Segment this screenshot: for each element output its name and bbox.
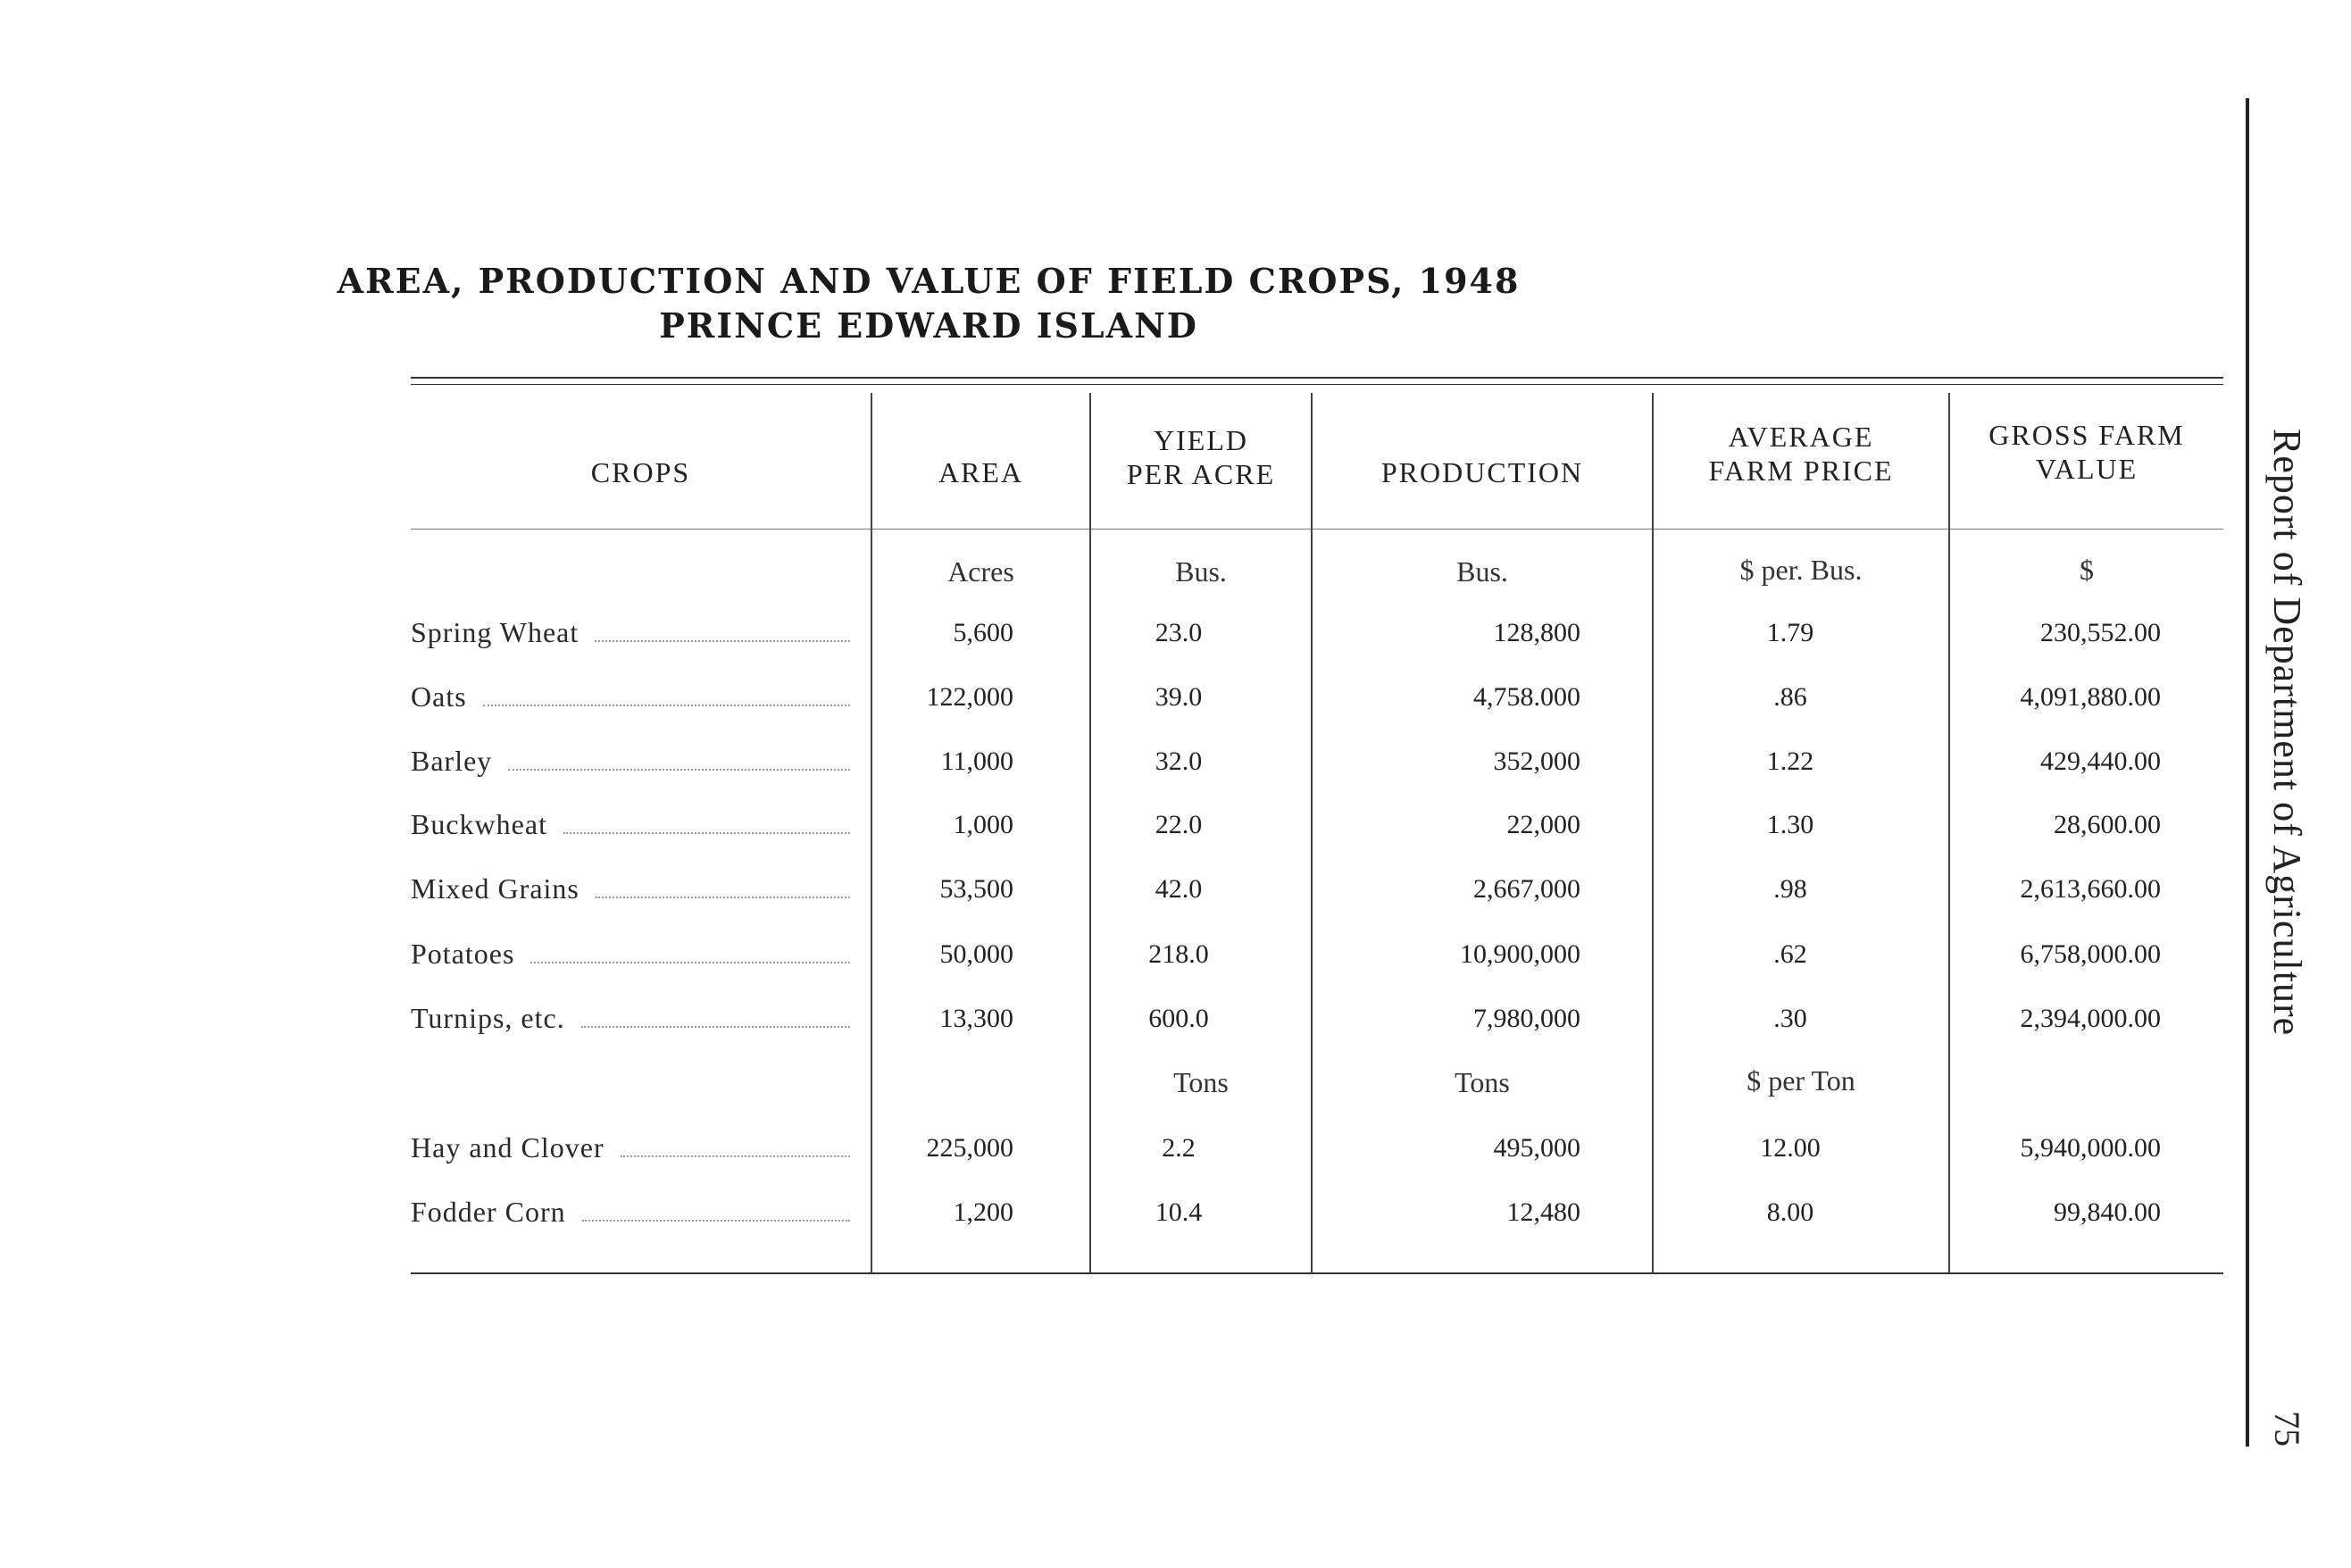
unit-production-tons: Tons: [1455, 1066, 1510, 1098]
cell-price: 1.22: [1766, 746, 1814, 776]
cell-yield: 39.0: [1155, 682, 1203, 712]
cell-value: 28,600.00: [2054, 810, 2161, 839]
header-price-line2: FARM PRICE: [1708, 455, 1894, 487]
table-bottom-rule: [411, 1272, 2223, 1274]
header-crops: CROPS: [590, 456, 691, 488]
cell-area: 1,000: [953, 810, 1013, 839]
cell-production: 7,980,000: [1473, 1004, 1580, 1033]
page-number-text: 75: [2267, 1411, 2307, 1447]
cell-yield: 218.0: [1148, 939, 1209, 969]
header-price-line1: AVERAGE: [1728, 421, 1874, 453]
cell-yield: 2.2: [1162, 1133, 1196, 1163]
cell-price: 8.00: [1766, 1197, 1814, 1227]
cell-area: 1,200: [953, 1197, 1013, 1227]
cell-value: 429,440.00: [2040, 746, 2161, 776]
cell-value: 6,758,000.00: [2020, 939, 2161, 969]
cell-price: .98: [1773, 874, 1807, 904]
leader-dots: [582, 1220, 850, 1222]
cell-area: 11,000: [940, 746, 1013, 776]
cell-yield: 600.0: [1148, 1004, 1209, 1033]
cell-yield: 10.4: [1155, 1197, 1203, 1227]
cell-price: .62: [1773, 939, 1807, 969]
header-value-line1: GROSS FARM: [1988, 419, 2185, 451]
cell-value: 4,091,880.00: [2020, 682, 2161, 712]
unit-yield: Bus.: [1175, 555, 1227, 588]
running-head: [2263, 429, 2317, 1143]
table-row: [411, 1002, 857, 1035]
header-yield: [1091, 423, 1311, 491]
cell-production: 352,000: [1493, 746, 1580, 776]
cell-value: 230,552.00: [2040, 618, 2161, 647]
crop-name: Spring Wheat: [411, 616, 579, 648]
cell-area: 225,000: [926, 1133, 1013, 1163]
cell-production: 10,900,000: [1460, 939, 1580, 969]
cell-price: 12.00: [1760, 1133, 1821, 1163]
leader-dots: [621, 1155, 850, 1157]
crop-name: Barley: [411, 745, 493, 777]
unit-production: Bus.: [1456, 555, 1508, 588]
table-row: [411, 872, 857, 905]
cell-production: 128,800: [1493, 618, 1580, 647]
crop-name: Mixed Grains: [411, 872, 579, 905]
table-top-rule: [411, 377, 2223, 379]
column-divider: [1089, 393, 1091, 1272]
cell-area: 13,300: [939, 1004, 1013, 1033]
cell-production: 22,000: [1506, 810, 1580, 839]
column-divider: [871, 393, 872, 1272]
leader-dots: [563, 832, 850, 834]
unit-price: $ per. Bus.: [1739, 554, 1863, 586]
running-head-text: Report of Department of Agriculture: [2265, 429, 2309, 1037]
page-title: AREA, PRODUCTION AND VALUE OF FIELD CROPS, 1948: [337, 261, 1521, 301]
cell-yield: 22.0: [1155, 810, 1203, 839]
crop-name: Hay and Clover: [411, 1131, 604, 1163]
column-divider: [1652, 393, 1654, 1272]
cell-area: 5,600: [953, 618, 1013, 647]
leader-dots: [483, 705, 850, 706]
header-rule: [411, 529, 2223, 530]
cell-production: 12,480: [1506, 1197, 1580, 1227]
cell-price: .86: [1773, 682, 1807, 712]
cell-area: 122,000: [926, 682, 1013, 712]
header-yield-line1: YIELD: [1154, 424, 1248, 456]
table-row: [411, 1131, 857, 1164]
cell-price: 1.30: [1766, 810, 1814, 839]
cell-value: 2,394,000.00: [2020, 1004, 2161, 1033]
table-row: [411, 808, 857, 841]
header-production: PRODUCTION: [1380, 456, 1584, 488]
leader-dots: [581, 1026, 850, 1028]
crop-name: Oats: [411, 680, 467, 713]
header-yield-line2: PER ACRE: [1126, 458, 1276, 490]
cell-yield: 23.0: [1155, 618, 1203, 647]
cell-production: 495,000: [1493, 1133, 1580, 1163]
crop-name: Buckwheat: [411, 808, 547, 840]
header-area: AREA: [938, 456, 1024, 488]
table-row: [411, 616, 857, 649]
cell-value: 2,613,660.00: [2020, 874, 2161, 904]
page-subtitle: PRINCE EDWARD ISLAND: [659, 305, 1198, 346]
crop-name: Fodder Corn: [411, 1196, 566, 1228]
leader-dots: [596, 897, 850, 898]
table-top-rule-2: [411, 384, 2223, 385]
leader-dots: [508, 769, 850, 771]
cell-price: .30: [1773, 1004, 1807, 1033]
leader-dots: [595, 640, 850, 642]
header-value-line2: VALUE: [2035, 453, 2138, 485]
unit-yield-tons: Tons: [1173, 1066, 1229, 1098]
table-row: [411, 680, 857, 713]
cell-value: 5,940,000.00: [2020, 1133, 2161, 1163]
cell-yield: 42.0: [1155, 874, 1203, 904]
cell-value: 99,840.00: [2054, 1197, 2161, 1227]
page-edge-rule: [2246, 98, 2249, 1447]
leader-dots: [530, 962, 850, 963]
crop-name: Potatoes: [411, 938, 515, 970]
cell-production: 2,667,000: [1473, 874, 1580, 904]
table-row: [411, 1196, 857, 1229]
unit-value: $: [2080, 554, 2094, 586]
header-value: [1950, 418, 2223, 486]
page-number: [2263, 1411, 2317, 1473]
unit-price-ton: $ per Ton: [1747, 1064, 1855, 1097]
crop-name: Turnips, etc.: [411, 1002, 565, 1034]
cell-yield: 32.0: [1155, 746, 1203, 776]
cell-area: 53,500: [939, 874, 1013, 904]
cell-price: 1.79: [1766, 618, 1814, 647]
cell-production: 4,758.000: [1473, 682, 1580, 712]
unit-area: Acres: [947, 555, 1014, 588]
table-row: [411, 745, 857, 778]
table-row: [411, 938, 857, 971]
cell-area: 50,000: [939, 939, 1013, 969]
header-price: [1654, 420, 1948, 488]
